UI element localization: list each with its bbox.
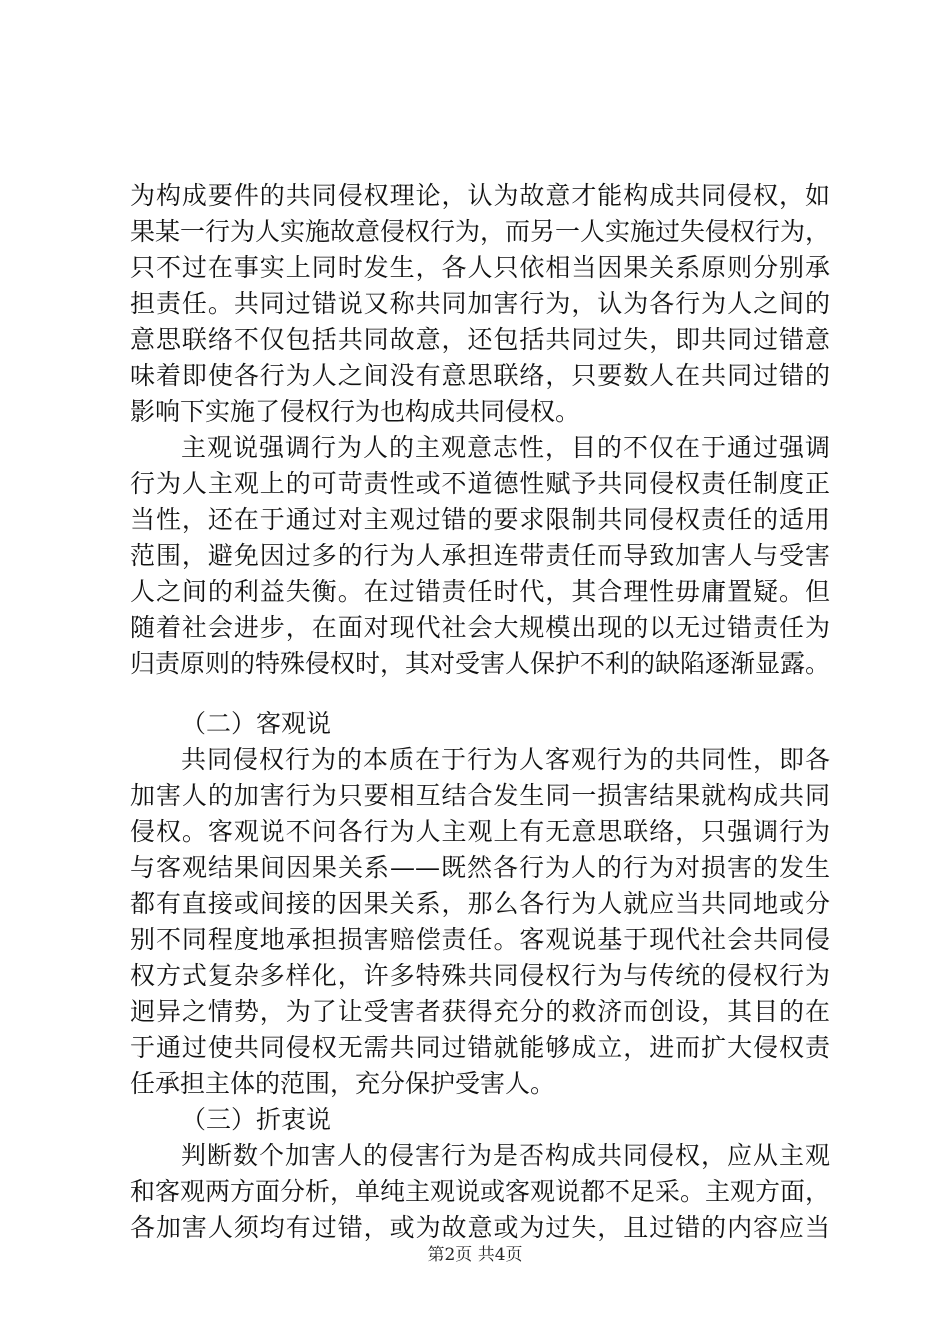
text-line: 侵权。客观说不问各行为人主观上有无意思联络，只强调行为 [130, 817, 830, 846]
text-line: 只不过在事实上同时发生，各人只依相当因果关系原则分别承 [130, 253, 830, 282]
text-line: 加害人的加害行为只要相互结合发生同一损害结果就构成共同 [130, 781, 830, 810]
text-line: 共同侵权行为的本质在于行为人客观行为的共同性，即各 [181, 745, 830, 774]
text-line: 别不同程度地承担损害赔偿责任。客观说基于现代社会共同侵 [130, 925, 830, 954]
text-line: 迥异之情势，为了让受害者获得充分的救济而创设，其目的在 [130, 997, 830, 1026]
text-line: 影响下实施了侵权行为也构成共同侵权。 [130, 397, 581, 426]
text-line: 行为人主观上的可苛责性或不道德性赋予共同侵权责任制度正 [130, 469, 830, 498]
text-line: 主观说强调行为人的主观意志性，目的不仅在于通过强调 [181, 433, 830, 462]
text-line: 都有直接或间接的因果关系，那么各行为人就应当共同地或分 [130, 889, 830, 918]
text-line: 当性，还在于通过对主观过错的要求限制共同侵权责任的适用 [130, 505, 830, 534]
text-line: 与客观结果间因果关系——既然各行为人的行为对损害的发生 [130, 853, 830, 882]
text-line: 各加害人须均有过错，或为故意或为过失，且过错的内容应当 [130, 1213, 830, 1242]
section-heading: （二）客观说 [181, 709, 332, 738]
text-line: 人之间的利益失衡。在过错责任时代，其合理性毋庸置疑。但 [130, 577, 830, 606]
text-line: 味着即使各行为人之间没有意思联络，只要数人在共同过错的 [130, 361, 830, 390]
text-line: 归责原则的特殊侵权时，其对受害人保护不利的缺陷逐渐显露。 [130, 649, 830, 678]
text-line: 随着社会进步，在面对现代社会大规模出现的以无过错责任为 [130, 613, 830, 642]
text-line: 为构成要件的共同侵权理论，认为故意才能构成共同侵权，如 [130, 181, 830, 210]
text-line: 任承担主体的范围，充分保护受害人。 [130, 1069, 556, 1098]
text-line: 范围，避免因过多的行为人承担连带责任而导致加害人与受害 [130, 541, 830, 570]
text-line: 意思联络不仅包括共同故意，还包括共同过失，即共同过错意 [130, 325, 830, 354]
text-line: 担责任。共同过错说又称共同加害行为，认为各行为人之间的 [130, 289, 830, 318]
text-line: 果某一行为人实施故意侵权行为，而另一人实施过失侵权行为， [130, 217, 830, 246]
text-line: 于通过使共同侵权无需共同过错就能够成立，进而扩大侵权责 [130, 1033, 830, 1062]
section-heading: （三）折衷说 [181, 1105, 332, 1134]
text-line: 判断数个加害人的侵害行为是否构成共同侵权，应从主观 [181, 1141, 830, 1170]
text-line: 权方式复杂多样化，许多特殊共同侵权行为与传统的侵权行为 [130, 961, 830, 990]
text-line: 和客观两方面分析，单纯主观说或客观说都不足采。主观方面， [130, 1177, 830, 1206]
page-number-footer: 第2页 共4页 [427, 1245, 523, 1265]
